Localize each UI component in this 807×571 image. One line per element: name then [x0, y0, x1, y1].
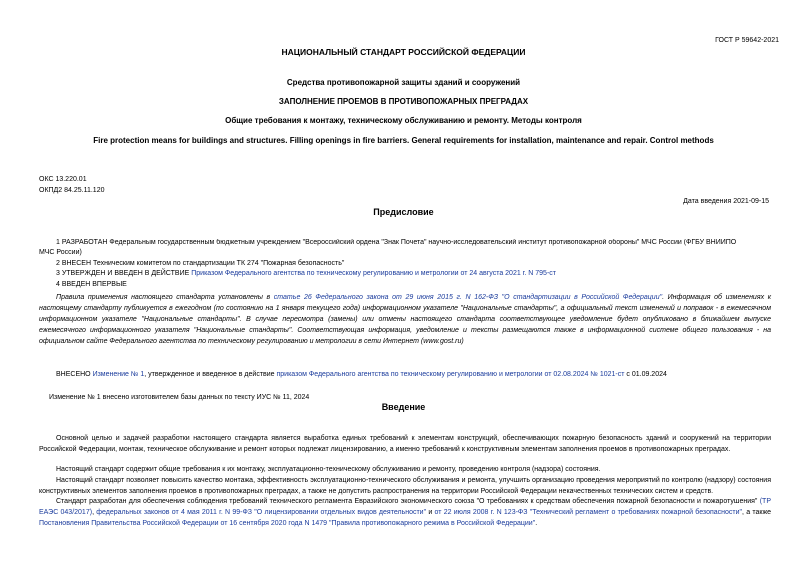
p4-text-b: , — [92, 509, 97, 516]
subtitle: Общие требования к монтажу, техническому обслуживанию и ремонту. Методы контроля — [225, 116, 582, 125]
law-99fz-link[interactable]: федеральных законов от 4 мая 2011 г. N 99-ФЗ "О лицензировании отдельных видов деятельности" — [96, 509, 427, 516]
order-1021-link[interactable]: приказом Федерального агентства по техническому регулированию и метрологии от 02.08.2024 № 1021-ст — [276, 371, 625, 378]
intro-paragraph-4 — [39, 496, 771, 529]
foreword-item-2: 2 ВНЕСЕН Техническим комитетом по стандартизации ТК 274 "Пожарная безопасность" — [56, 260, 345, 267]
foreword-item-4: 4 ВВЕДЕН ВПЕРВЫЕ — [56, 281, 127, 288]
resolution-1479-link[interactable]: Постановления Правительства Российской Федерации от 16 сентября 2020 года N 1479 "Правила противопожарного режима в Российской Федерации" — [39, 520, 536, 527]
p4-text-d: , а также — [742, 509, 772, 516]
foreword-heading: Предисловие — [373, 207, 434, 217]
foreword-item-1 — [56, 239, 772, 246]
intro-paragraph-1: Основной целью и задачей разработки настоящего стандарта является выработка единых требований к элементам конструкций, обеспечивающих пожарную безопасность зданий и сооружений на территории Российской Федерации, монтаж, техническое обслуживание и ремонт которых подлежат лицензированию, а именно требований к конструктивным элементам заполнения проемов в противопожарных преградах. — [39, 435, 771, 453]
subject-line: Средства противопожарной защиты зданий и сооружений — [286, 78, 521, 87]
amendment-suffix: с 01.09.2024 — [624, 371, 667, 378]
main-title: ЗАПОЛНЕНИЕ ПРОЕМОВ В ПРОТИВОПОЖАРНЫХ ПРЕГРАДАХ — [278, 97, 529, 106]
standard-title: НАЦИОНАЛЬНЫЙ СТАНДАРТ РОССИЙСКОЙ ФЕДЕРАЦИИ — [281, 47, 526, 57]
foreword-item-3 — [56, 270, 556, 277]
foreword-item-1-cont: МЧС России) — [39, 249, 82, 256]
amendment-prefix: ВНЕСЕНО — [56, 371, 93, 378]
foreword-item-3-text: 3 УТВЕРЖДЕН И ВВЕДЕН В ДЕЙСТВИЕ — [56, 270, 192, 277]
intro-paragraph-2: Настоящий стандарт содержит общие требования к их монтажу, эксплуатационно-техническому обслуживанию и ремонту, проведению контроля (надзора) состояния. — [56, 466, 601, 473]
p4-text-e: . — [535, 520, 538, 527]
english-title: Fire protection means for buildings and structures. Filling openings in fire barriers. General requirements for installation, maintenance and repair. Control methods — [93, 136, 714, 145]
p4-text-a: Стандарт разработан для обеспечения соблюдения требований технического регламента Евразийского экономического союза "О требованиях к средствам обеспечения пожарной безопасности и пожаротушения" — [56, 498, 760, 505]
amendment-line — [56, 371, 667, 378]
amendment-middle: , утвержденное и введенное в действие — [144, 371, 277, 378]
doc-code: ГОСТ Р 59642-2021 — [715, 37, 779, 44]
order-795-link[interactable]: Приказом Федерального агентства по техническому регулированию и метрологии от 24 августа 2021 г. N 795-ст — [191, 270, 556, 277]
tr-eaes-link[interactable]: (ТР ЕАЭС 043/2017) — [39, 498, 771, 516]
foreword-item-1-text: 1 РАЗРАБОТАН Федеральным государственным бюджетным учреждением "Всероссийский ордена "Знак Почета" научно-исследовательский институт противопожарной обороны" МЧС России (ФГБУ ВНИИПО — [56, 239, 737, 246]
law-123fz-link[interactable]: от 22 июля 2008 г. N 123-ФЗ "Технический регламент о требованиях пожарной безопасности" — [434, 509, 743, 516]
p4-text-c: и — [426, 509, 435, 516]
introduction-heading: Введение — [381, 402, 426, 412]
rules-text-2: . Информация об изменениях к настоящему стандарту публикуется в ежегодном (по состоянию на 1 января текущего года) информационном указателе "Национальные стандарты", а официальный текст изменений и поправок - в ежемесячном информационном указателе "Национальные стандарты". В случае пересмотра (замены) или отмены настоящего стандарта соответствующее уведомление будет опубликовано в ближайшем выпуске ежемесячного информационного указателя "Национальные стандарты". Соответствующая информация, уведомление и тексты размещаются также в информационной системе общего пользования - на официальном сайте Федерального агентства по техническому регулированию и метрологии в сети Интернет (www.gost.ru) — [39, 294, 771, 345]
rules-text-1: Правила применения настоящего стандарта установлены в — [56, 294, 274, 301]
introduction-date: Дата введения 2021-09-15 — [683, 198, 769, 205]
amendment-1-link[interactable]: Изменение № 1 — [92, 371, 145, 378]
okpd-code: ОКПД2 84.25.11.120 — [39, 187, 105, 194]
application-rules-paragraph — [39, 292, 771, 347]
amendment-note: Изменение № 1 внесено изготовителем базы данных по тексту ИУС № 11, 2024 — [49, 394, 310, 401]
intro-paragraph-3: Настоящий стандарт позволяет повысить качество монтажа, эффективность эксплуатационно-технического обслуживания и ремонта, улучшить организацию проведения мероприятий по контролю (надзору) состояния конструктивных элементов заполнения проемов в противопожарных преградах, а также не допустить распространения на территории Российской Федерации некачественных технических систем и средств. — [39, 477, 771, 495]
standardization-law-link[interactable]: статье 26 Федерального закона от 29 июня 2015 г. N 162-ФЗ "О стандартизации в Российской Федерации" — [273, 294, 663, 301]
oks-code: ОКС 13.220.01 — [39, 176, 87, 183]
